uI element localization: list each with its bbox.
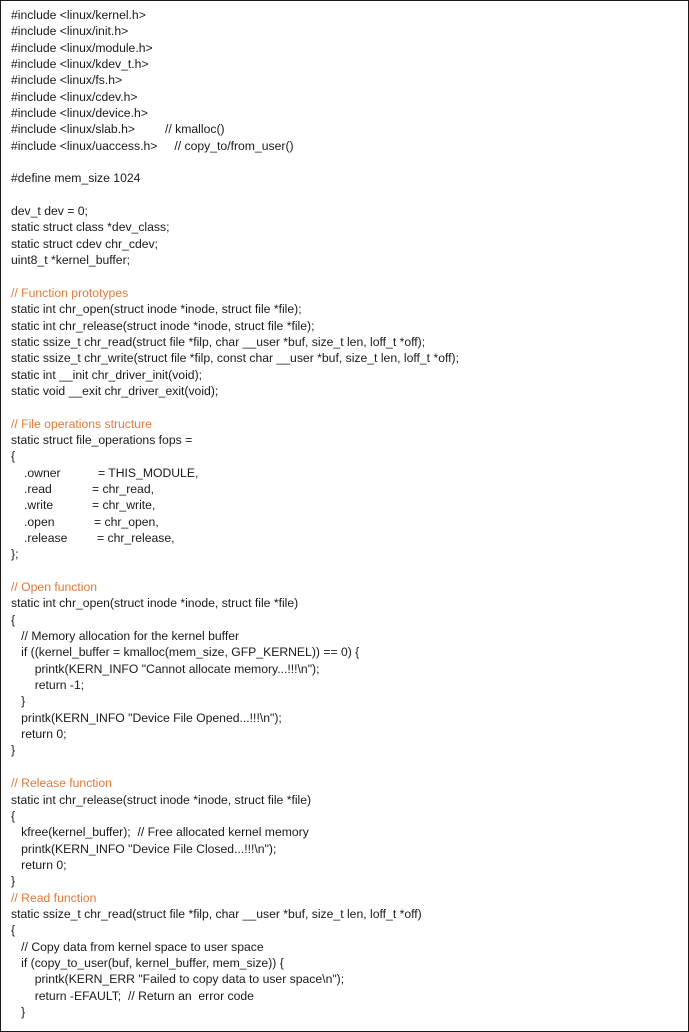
section-comment-fops: // File operations structure [11,416,152,431]
include-line: #include <linux/slab.h> // kmalloc() [11,122,225,137]
read-body-line: // Copy data from kernel space to user space [11,939,264,954]
include-line: #include <linux/cdev.h> [11,89,138,104]
release-body-line: return 0; [11,857,67,872]
prototype-line: static ssize_t chr_write(struct file *filp, const char __user *buf, size_t len, loff_t *off); [11,351,459,366]
include-comment: // kmalloc() [165,122,225,137]
include-comment: // copy_to/from_user() [174,138,294,153]
global-line: static struct cdev chr_cdev; [11,236,158,251]
close-brace: } [11,743,16,758]
fops-close: }; [11,547,19,562]
read-body-line: if (copy_to_user(buf, kernel_buffer, mem_size)) { [11,955,284,970]
open-signature: static int chr_open(struct inode *inode, struct file *file) [11,596,299,611]
prototype-line: static int chr_open(struct inode *inode, struct file *file); [11,302,302,317]
fops-field: .release = chr_release, [24,531,175,545]
prototype-line: static int __init chr_driver_init(void); [11,367,203,382]
open-brace: { [11,612,16,627]
read-body-line: printk(KERN_ERR "Failed to copy data to user space\n"); [11,972,345,987]
blank-line [11,759,683,775]
open-brace: { [11,449,16,464]
section-comment-open: // Open function [11,580,98,595]
read-signature: static ssize_t chr_read(struct file *filp, char __user *buf, size_t len, loff_t *off) [11,906,422,921]
open-body-line: if ((kernel_buffer = kmalloc(mem_size, GFP_KERNEL)) == 0) { [11,645,360,660]
release-body-line: kfree(kernel_buffer); // Free allocated kernel memory [11,825,309,840]
read-body-line: return -EFAULT; // Return an error code [11,988,254,1003]
fops-field: .read = chr_read, [24,481,154,496]
open-body-line: // Memory allocation for the kernel buffer [11,629,240,644]
define-line: #define mem_size 1024 [11,171,141,186]
global-line: uint8_t *kernel_buffer; [11,253,131,268]
include-line: #include <linux/kdev_t.h> [11,57,149,72]
include-line: #include <linux/module.h> [11,40,153,55]
close-brace: } [11,874,16,889]
fops-field: .open = chr_open, [24,514,159,529]
include-line: #include <linux/kernel.h> [11,8,146,22]
section-comment-prototypes: // Function prototypes [11,285,129,300]
section-comment-release: // Release function [11,776,112,791]
fops-field: .owner = THIS_MODULE, [24,465,199,480]
release-signature: static int chr_release(struct inode *inode, struct file *file) [11,792,312,807]
blank-line [11,269,683,285]
include-line: #include <linux/init.h> [11,24,129,39]
open-body-line: printk(KERN_INFO "Device File Opened...!!!\n"); [11,710,282,725]
include-line: #include <linux/fs.h> [11,73,123,88]
open-body-line: return -1; [11,678,85,693]
section-comment-read: // Read function [11,890,97,905]
open-body-line: printk(KERN_INFO "Cannot allocate memory...!!!\n"); [11,661,320,676]
prototype-line: static ssize_t chr_read(struct file *filp, char __user *buf, size_t len, loff_t *off); [11,334,426,349]
open-body-line: } [11,694,26,709]
include-line: #include <linux/device.h> [11,106,148,121]
fops-field: .write = chr_write, [24,498,156,513]
prototype-line: static void __exit chr_driver_exit(void); [11,383,219,398]
blank-line [11,399,683,415]
blank-line [11,187,683,203]
read-body-line: } [11,1004,26,1019]
open-brace: { [11,808,16,823]
release-body-line: printk(KERN_INFO "Device File Closed...!!!\n"); [11,841,277,856]
prototype-line: static int chr_release(struct inode *inode, struct file *file); [11,318,315,333]
code-block [11,7,683,1020]
fops-declaration: static struct file_operations fops = [11,432,193,447]
open-brace: { [11,923,16,938]
global-line: dev_t dev = 0; [11,204,88,219]
global-line: static struct class *dev_class; [11,220,170,235]
blank-line [11,563,683,579]
open-body-line: return 0; [11,727,67,742]
blank-line [11,154,683,170]
include-line: #include <linux/uaccess.h> // copy_to/from_user() [11,138,294,153]
